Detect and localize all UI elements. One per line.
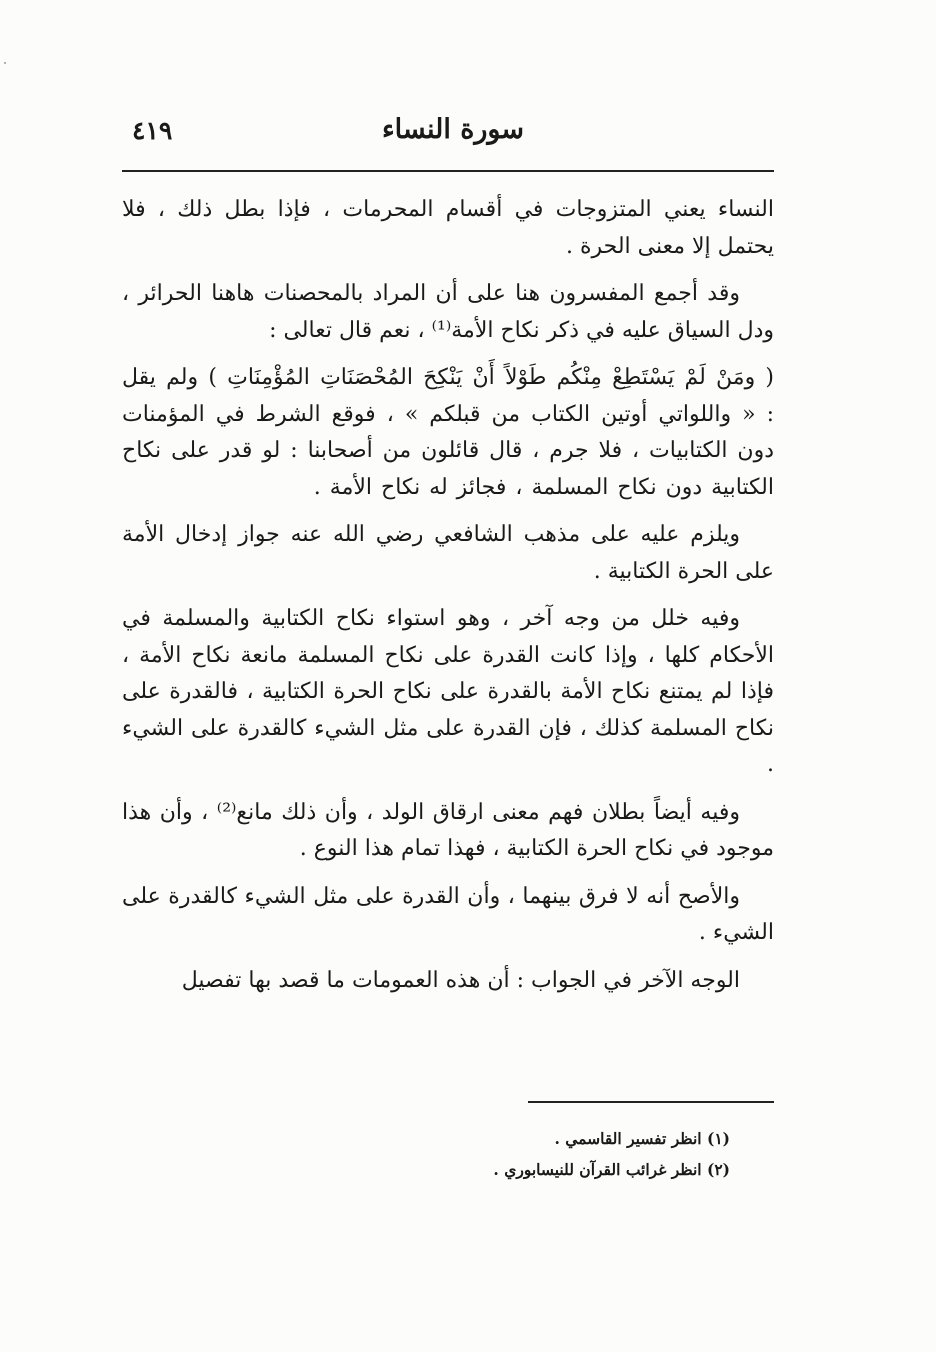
footnotes bbox=[300, 1123, 730, 1185]
page-number: ٤١٩ bbox=[132, 116, 173, 145]
footnote-1: (١) انظر تفسير القاسمي . bbox=[554, 1129, 730, 1148]
scan-speck bbox=[4, 62, 6, 64]
paragraph: وفيه خلل من وجه آخر ، وهو استواء نكاح الكتابية والمسلمة في الأحكام كلها ، وإذا كانت القدرة على نكاح المسلمة مانعة نكاح الأمة ، فإذا لم يمتنع نكاح الأمة بالقدرة على نكاح الحرة الكتابية ، فالقدرة على نكاح المسلمة كذلك ، فإن القدرة على مثل الشيء كالقدرة على الشيء . bbox=[122, 606, 774, 777]
paragraph: الوجه الآخر في الجواب : أن هذه العمومات ما قصد بها تفصيل bbox=[181, 967, 740, 993]
paragraph: والأصح أنه لا فرق بينهما ، وأن القدرة على مثل الشيء كالقدرة على الشيء . bbox=[122, 883, 774, 945]
paragraph: ويلزم عليه على مذهب الشافعي رضي الله عنه جواز إدخال الأمة على الحرة الكتابية . bbox=[122, 522, 774, 584]
surah-title: سورة النساء bbox=[381, 114, 524, 145]
paragraph: وقد أجمع المفسرون هنا على أن المراد بالمحصنات هاهنا الحرائر ، ودل السياق عليه في ذكر نكاح الأمة⁽¹⁾ ، نعم قال تعالى : bbox=[122, 281, 774, 343]
paragraph: وفيه أيضاً بطلان فهم معنى ارقاق الولد ، وأن ذلك مانع⁽²⁾ ، وأن هذا موجود في نكاح الحرة الكتابية ، فهذا تمام هذا النوع . bbox=[122, 799, 774, 861]
paragraph: النساء يعني المتزوجات في أقسام المحرمات ، فإذا بطل ذلك ، فلا يحتمل إلا معنى الحرة . bbox=[122, 197, 774, 259]
footnote-2: (٢) انظر غرائب القرآن للنيسابوري . bbox=[493, 1160, 730, 1179]
quran-quote-paragraph: ( ومَنْ لَمْ يَسْتَطِعْ مِنْكُم طَوْلاً أَنْ يَنْكِحَ المُحْصَنَاتِ المُؤْمِنَاتِ ) ولم يقل : « واللواتي أوتين الكتاب من قبلكم » ، فوقع الشرط في المؤمنات دون الكتابيات ، فلا جرم ، قال قائلون من أصحابنا : لو قدر على نكاح الكتابية دون نكاح المسلمة ، فجائز له نكاح الأمة . bbox=[122, 365, 774, 500]
header-rule bbox=[122, 170, 774, 172]
main-text bbox=[122, 192, 774, 1010]
footnote-rule bbox=[528, 1101, 774, 1103]
running-header bbox=[122, 108, 774, 158]
